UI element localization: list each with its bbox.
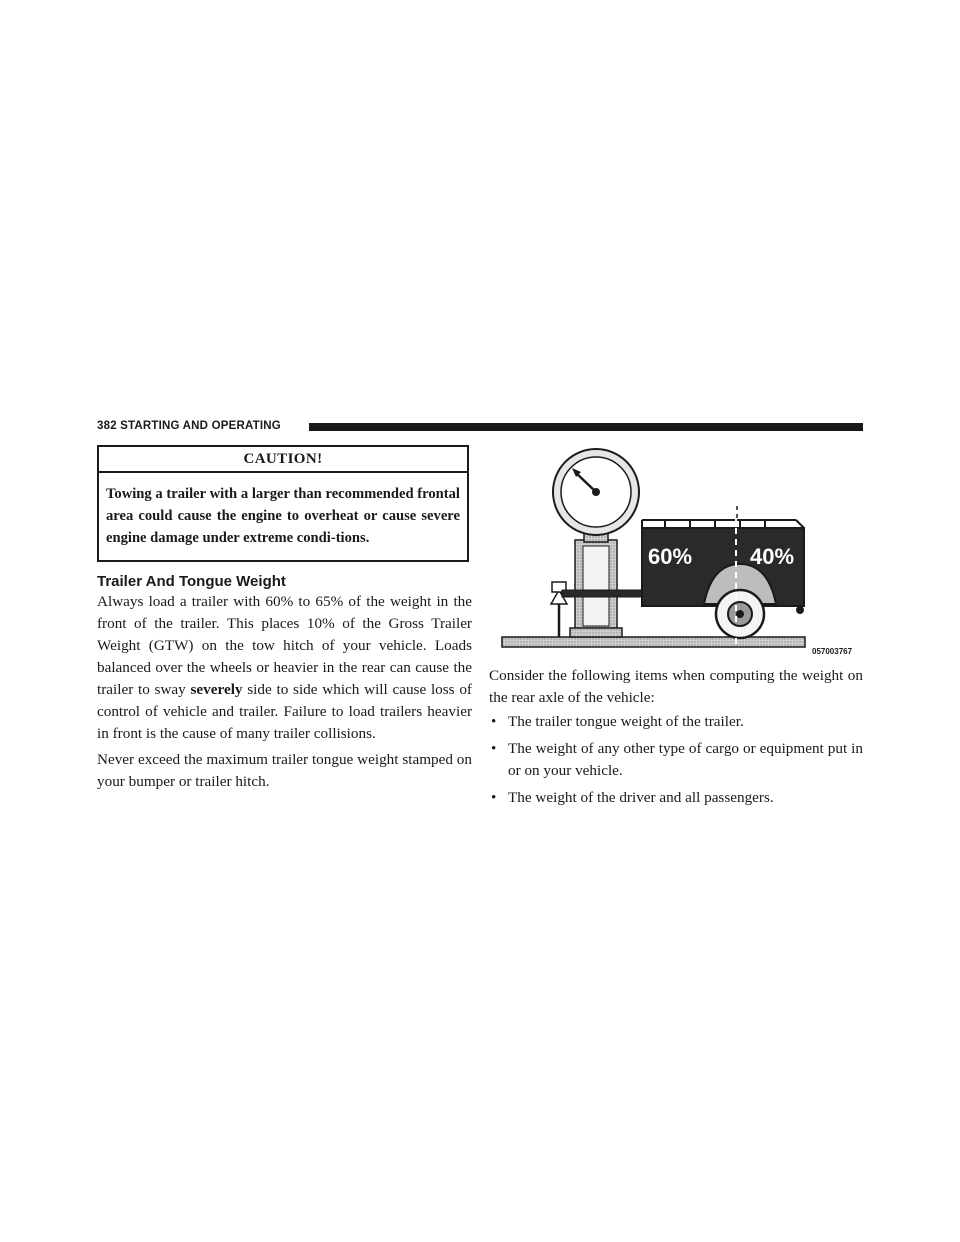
scale-pedestal-inner bbox=[583, 546, 609, 626]
page-header bbox=[97, 419, 863, 435]
trailer-weight-figure bbox=[490, 446, 862, 658]
bullet-icon: • bbox=[491, 740, 497, 757]
page-number-section: 382 STARTING AND OPERATING bbox=[97, 420, 281, 432]
image-code: 057003767 bbox=[812, 647, 853, 656]
caution-title: CAUTION! bbox=[99, 447, 467, 473]
list-item-text: The trailer tongue weight of the trailer. bbox=[508, 713, 744, 730]
front-percent-label: 60% bbox=[648, 544, 693, 569]
bullet-icon: • bbox=[491, 713, 497, 730]
scale-base bbox=[570, 628, 622, 637]
gauge-hub bbox=[592, 488, 600, 496]
list-item bbox=[489, 738, 863, 782]
max-tongue-weight-paragraph: Never exceed the maximum trailer tongue weight stamped on your bumper or trailer hitch. bbox=[97, 751, 472, 790]
p1-bold-word: severely bbox=[190, 681, 243, 698]
computing-weight-intro: Consider the following items when computing the weight on the rear axle of the vehicle: bbox=[489, 667, 863, 706]
caution-box bbox=[97, 445, 469, 562]
p1-text-b: side to side which will cause loss of control of vehicle and trailer. Failure to load trailers heavier in front is the cause of many trailer collisions. bbox=[97, 681, 472, 742]
trailer-scale-illustration bbox=[490, 446, 862, 658]
section-heading: Trailer And Tongue Weight bbox=[97, 573, 286, 590]
tongue-bar bbox=[562, 590, 642, 597]
ground-strip bbox=[502, 637, 805, 647]
list-item bbox=[489, 711, 863, 733]
header-rule bbox=[309, 423, 863, 431]
rear-percent-label: 40% bbox=[750, 544, 795, 569]
tongue-weight-paragraph bbox=[97, 591, 472, 745]
list-item-text: The weight of the driver and all passengers. bbox=[508, 789, 774, 806]
p1-text-a: Always load a trailer with 60% to 65% of the weight in the front of the trailer. This places 10% of the Gross Trailer Weight (GTW) on the tow hitch of your vehicle. Loads balanced over the wheels or heavier in the rear can cause the trailer to sway bbox=[97, 593, 472, 698]
bullet-icon: • bbox=[491, 789, 497, 806]
weight-items-list bbox=[489, 711, 863, 809]
rear-light bbox=[796, 606, 804, 614]
list-item-text: The weight of any other type of cargo or equipment put in or on your vehicle. bbox=[508, 740, 863, 779]
wheel-center bbox=[736, 610, 744, 618]
list-item bbox=[489, 787, 863, 809]
caution-text: Towing a trailer with a larger than recommended frontal area could cause the engine to overheat or cause severe engine damage under extreme condi-tions. bbox=[106, 486, 460, 546]
rail-post bbox=[796, 520, 804, 528]
